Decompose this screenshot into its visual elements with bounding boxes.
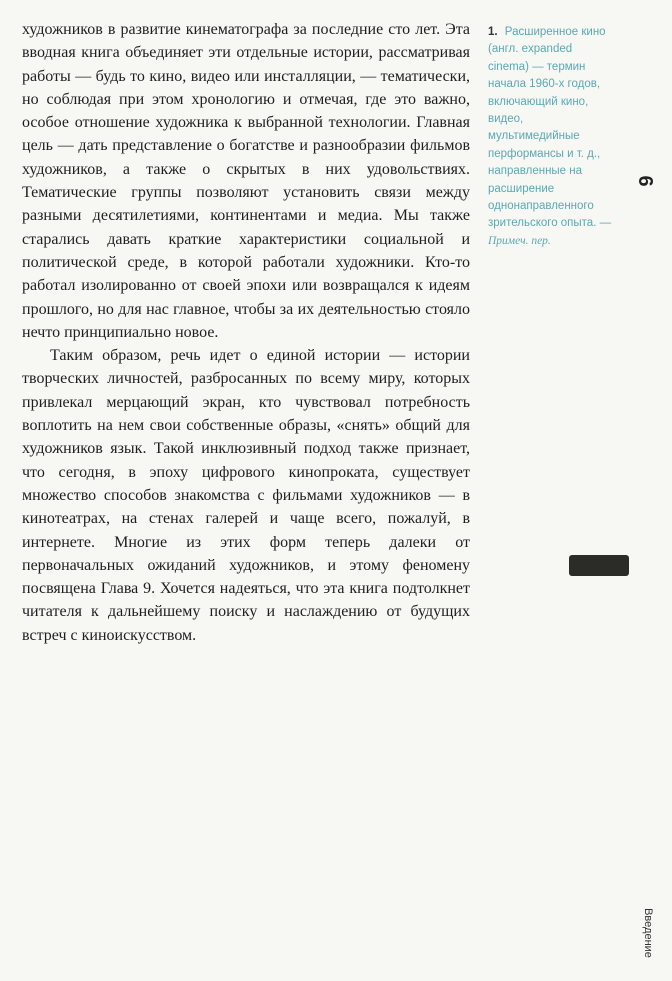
body-paragraph: Таким образом, речь идет о единой истории — истории творческих личностей, разбросанных по всему миру, которых привлекал мерцающий экран, кто чувствовал потребность воплотить на нем свои собственные образы, «снять» общий для художников язык. Такой инклюзивный подход также признает, что сегодня, в эпоху цифрового кинопроката, существует множество способов знакомства с фильмами художников — в кинотеатрах, на стенах галерей и чаще всего, пожалуй, в интернете. Многие из этих форм теперь далеки от первоначальных ожиданий художников, и этому феномену посвящена Глава 9. Хочется надеяться, что эта книга подтолкнет читателя к дальнейшему поиску и наслаждению от будущих встреч с киноискусством. — [22, 347, 470, 644]
running-head: Введение — [642, 908, 654, 958]
page-number: 6 — [634, 175, 656, 187]
body-paragraph: художников в развитие кинематографа за последние сто лет. Эта вводная книга объединяет эти отдельные истории, рассматривая работы — будь то кино, видео или инсталляции, — тематически, но соблюдая при этом хронологию и отмечая, где это важно, особое отношение художника к выбранной технологии. Главная цель — дать представление о богатстве и разнообразии фильмов художников, а также о скрытых в них удовольствиях. Тематические группы позволяют установить связи между разными десятилетиями, континентами и медиа. Мы также старались давать краткие характеристики социальной и политической среде, в которой работали художники. Кто-то работал изолированно от своей эпохи или возвращался к идеям прошлого, но для нас главное, чтобы за их деятельностью стояло нечто принципиально новое. — [22, 21, 470, 341]
main-text-column — [22, 18, 470, 647]
footnote — [488, 24, 616, 250]
translator-note: Примеч. пер. — [488, 234, 551, 247]
chapter-tab-marker — [569, 555, 629, 576]
footnote-text: Расширенное кино (англ. expanded cinema) — термин начала 1960-х годов, включающий кино, видео, мультимедийные перформансы и т. д., направленные на расширение однонаправленного зрительского опыта. — — [488, 26, 612, 230]
footnote-number: 1. — [488, 26, 498, 38]
